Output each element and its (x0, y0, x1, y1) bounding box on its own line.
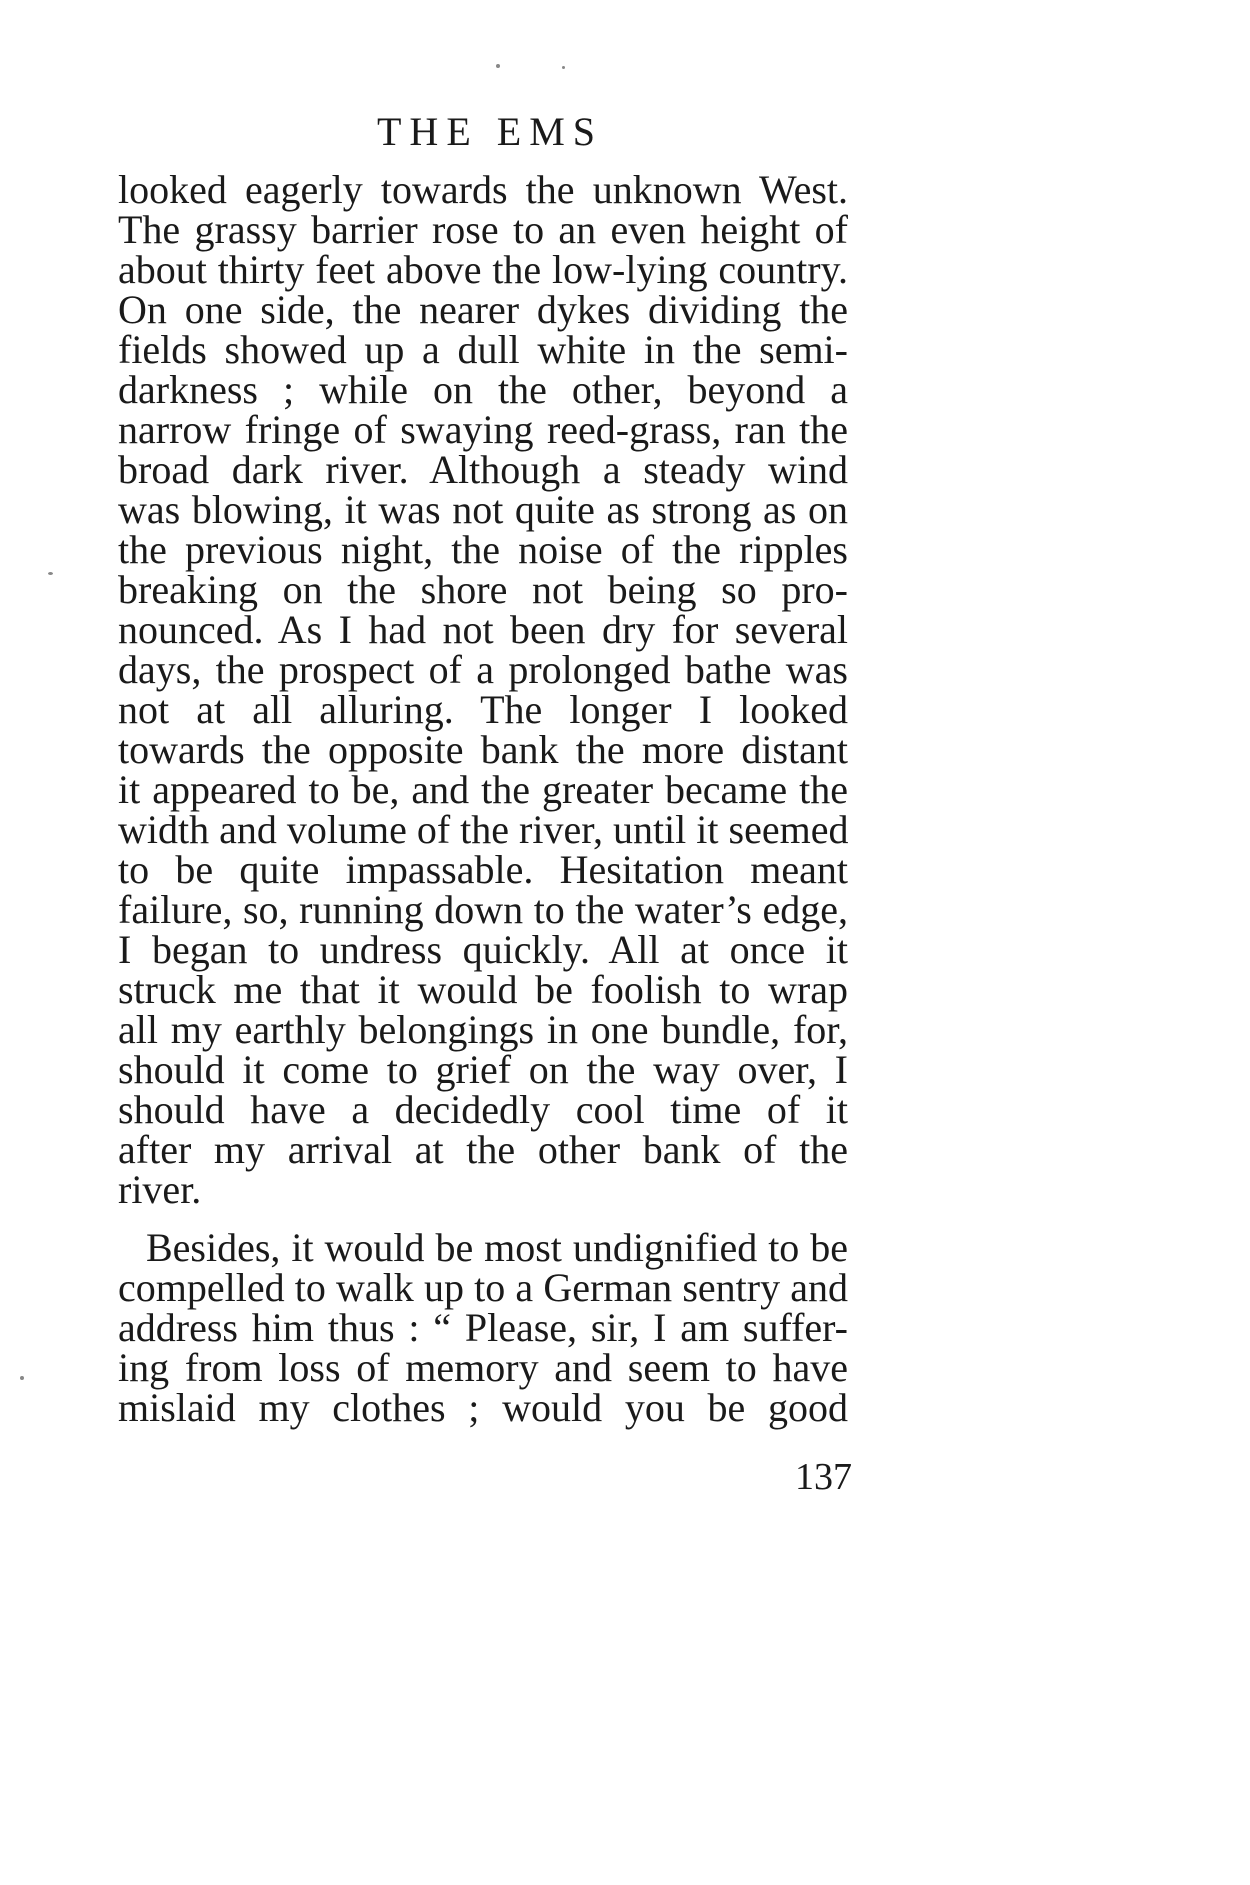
text-line: breaking on the shore not being so pro- (118, 567, 848, 612)
text-line: towards the opposite bank the more distant (118, 727, 848, 772)
text-line: should have a decidedly cool time of it (118, 1087, 848, 1132)
text-line: darkness ; while on the other, beyond a (118, 367, 848, 412)
text-line: compelled to walk up to a German sentry and (118, 1265, 848, 1310)
paper-speck (496, 64, 500, 68)
text-line: I began to undress quickly. All at once it (118, 927, 848, 972)
text-line: was blowing, it was not quite as strong as on (118, 487, 848, 532)
paragraph-2 (118, 1225, 848, 1430)
text-line: fields showed up a dull white in the semi- (118, 327, 848, 372)
text-line: it appeared to be, and the greater became the (118, 767, 848, 812)
text-line: days, the prospect of a prolonged bathe was (118, 647, 848, 692)
text-line: broad dark river. Although a steady wind (118, 447, 848, 492)
text-line: struck me that it would be foolish to wrap (118, 967, 848, 1012)
paragraph-1 (118, 167, 849, 1212)
running-head: THE EMS (377, 109, 603, 154)
body-text (118, 167, 849, 1430)
text-line: narrow fringe of swaying reed-grass, ran the (118, 407, 848, 452)
text-line: ing from loss of memory and seem to have (118, 1345, 848, 1390)
text-line: width and volume of the river, until it seemed (118, 807, 849, 852)
paper-speck (48, 572, 53, 575)
text-line: after my arrival at the other bank of the (118, 1127, 848, 1172)
text-line: mislaid my clothes ; would you be good (118, 1385, 848, 1430)
text-line: about thirty feet above the low-lying country. (118, 247, 848, 292)
text-line: the previous night, the noise of the ripples (118, 527, 848, 572)
text-line: should it come to grief on the way over, I (118, 1047, 848, 1092)
paper-speck (562, 66, 565, 69)
text-line: address him thus : “ Please, sir, I am suffer- (118, 1305, 848, 1350)
text-line: On one side, the nearer dykes dividing the (118, 287, 848, 332)
text-line: The grassy barrier rose to an even height of (118, 207, 848, 252)
page-number: 137 (795, 1456, 852, 1498)
text-line: all my earthly belongings in one bundle, for, (118, 1007, 848, 1052)
text-line: looked eagerly towards the unknown West. (118, 167, 848, 212)
text-line: river. (118, 1167, 202, 1212)
text-line: to be quite impassable. Hesitation meant (118, 847, 848, 892)
paper-speck (20, 1376, 24, 1380)
text-line: not at all alluring. The longer I looked (118, 687, 848, 732)
text-line: failure, so, running down to the water’s edge, (118, 887, 848, 932)
text-line: nounced. As I had not been dry for several (118, 607, 848, 652)
text-line: Besides, it would be most undignified to be (146, 1225, 848, 1270)
